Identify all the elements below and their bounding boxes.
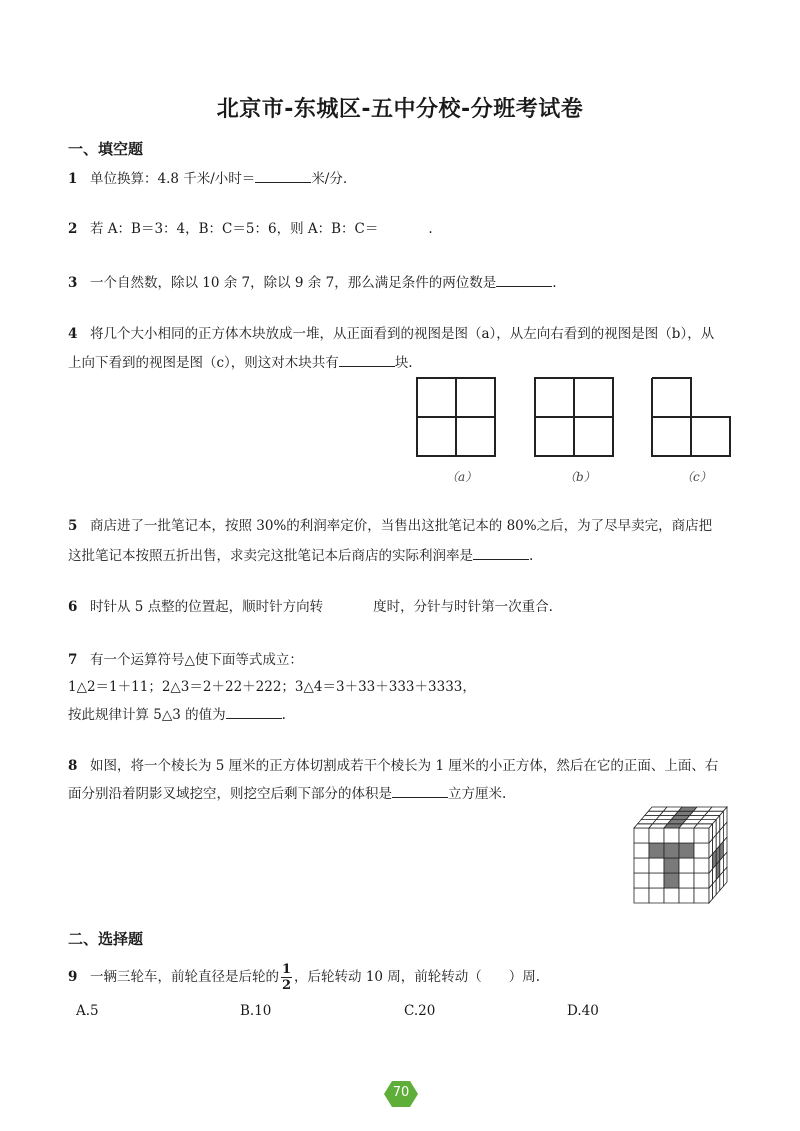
front-cell (634, 843, 649, 858)
front-cell (649, 843, 664, 858)
answer-blank[interactable] (339, 352, 395, 367)
front-cell (649, 858, 664, 873)
option-c[interactable]: C.20 (404, 1003, 436, 1019)
question-8 (68, 756, 738, 776)
front-cell (664, 873, 679, 888)
answer-blank[interactable] (226, 704, 282, 719)
option-a[interactable]: A.5 (76, 1003, 99, 1019)
option-b[interactable]: B.10 (240, 1003, 272, 1019)
question-7-line3 (68, 704, 738, 725)
question-1 (68, 168, 738, 189)
question-number: 1 (68, 171, 78, 187)
answer-blank[interactable] (255, 168, 311, 183)
question-number: 4 (68, 326, 78, 342)
question-number: 5 (68, 518, 78, 534)
question-7-line2: 1△2＝1＋11；2△3＝2＋22＋222；3△4＝3＋33＋333＋3333， (68, 679, 476, 695)
question-number: 3 (68, 275, 78, 291)
question-text-end: . (552, 275, 557, 291)
front-cell (634, 828, 649, 843)
front-cell (694, 873, 709, 888)
answer-blank[interactable] (473, 545, 529, 560)
question-9 (68, 962, 738, 993)
front-cell (679, 888, 694, 903)
front-cell (649, 873, 664, 888)
question-text: 时针从 5 点整的位置起，顺时针方向转 (90, 599, 324, 615)
front-cell (679, 843, 694, 858)
front-cell (634, 873, 649, 888)
section-fill-blank: 一、填空题 (68, 140, 144, 158)
view-b-caption: （b） (564, 470, 596, 484)
front-cell (679, 873, 694, 888)
front-cell (694, 828, 709, 843)
view-c-figure (652, 378, 730, 456)
front-cell (679, 858, 694, 873)
view-a-figure (417, 378, 495, 456)
fraction-denominator: 2 (282, 978, 292, 993)
question-number: 7 (68, 652, 78, 668)
question-2 (68, 219, 738, 239)
front-cell (694, 843, 709, 858)
question-text: 这批笔记本按照五折出售，求卖完这批笔记本后商店的实际利润率是 (68, 548, 473, 564)
cube-figure (628, 806, 740, 908)
question-7 (68, 650, 738, 670)
question-text: 单位换算：4.8 千米/小时＝ (90, 171, 256, 187)
question-text: 按此规律计算 5△3 的值为 (68, 707, 226, 723)
question-number: 6 (68, 599, 78, 615)
fraction-numerator: 1 (282, 962, 292, 977)
question-text: 将几个大小相同的正方体木块放成一堆，从正面看到的视图是图（a），从左向右看到的视图是图（b），从 (90, 326, 715, 342)
answer-blank[interactable] (496, 272, 552, 287)
answer-blank[interactable] (392, 783, 448, 798)
front-cell (694, 858, 709, 873)
question-4-line2 (68, 352, 738, 373)
fraction (281, 962, 292, 993)
question-number: 8 (68, 758, 78, 774)
question-8-line2 (68, 783, 738, 804)
front-cell (634, 888, 649, 903)
section-choice: 二、选择题 (68, 930, 144, 948)
page-number: 70 (392, 1085, 410, 1100)
view-b-figure (535, 378, 613, 456)
front-cell (664, 888, 679, 903)
question-text: 一辆三轮车，前轮直径是后轮的 (90, 969, 279, 985)
question-text-end: 度时，分针与时针第一次重合. (373, 599, 553, 615)
front-cell (649, 888, 664, 903)
question-text-end: . (428, 221, 433, 237)
option-d[interactable]: D.40 (567, 1003, 599, 1019)
question-text-end: 块. (394, 355, 413, 371)
question-5-line2 (68, 545, 738, 566)
front-cell (664, 828, 679, 843)
question-text-end: ，后轮转动 10 周，前轮转动（ ）周. (294, 969, 541, 985)
view-figures (410, 372, 740, 460)
question-text: 商店进了一批笔记本，按照 30%的利润率定价，当售出这批笔记本的 80%之后，为了尽早卖完，商店把 (90, 518, 713, 534)
question-text-end: . (281, 707, 286, 723)
question-number: 2 (68, 221, 78, 237)
question-text: 有一个运算符号△使下面等式成立： (90, 652, 303, 668)
question-6 (68, 597, 738, 617)
question-number: 9 (68, 969, 78, 985)
question-5 (68, 516, 738, 536)
front-cell (694, 888, 709, 903)
question-text: 如图，将一个棱长为 5 厘米的正方体切割成若干个棱长为 1 厘米的小正方体，然后在它的正面、上面、右 (90, 758, 719, 774)
question-text-end: 米/分. (311, 171, 348, 187)
view-a-caption: （a） (446, 470, 478, 484)
view-c-caption: （c） (681, 470, 712, 484)
question-4 (68, 324, 738, 344)
front-cell (679, 828, 694, 843)
question-text-end: 立方厘米. (448, 786, 507, 802)
front-cell (664, 843, 679, 858)
front-cell (649, 828, 664, 843)
question-text: 若 A：B＝3：4，B：C＝5：6，则 A：B：C＝ (90, 221, 379, 237)
question-text-end: . (529, 548, 534, 564)
front-cell (634, 858, 649, 873)
page-title: 北京市-东城区-五中分校-分班考试卷 (216, 97, 584, 122)
question-text: 面分别沿着阴影叉域挖空，则挖空后剩下部分的体积是 (68, 786, 392, 802)
question-text: 上向下看到的视图是图（c），则这对木块共有 (68, 355, 339, 371)
question-3 (68, 272, 738, 293)
front-cell (664, 858, 679, 873)
question-text: 一个自然数，除以 10 余 7，除以 9 余 7，那么满足条件的两位数是 (90, 275, 497, 291)
